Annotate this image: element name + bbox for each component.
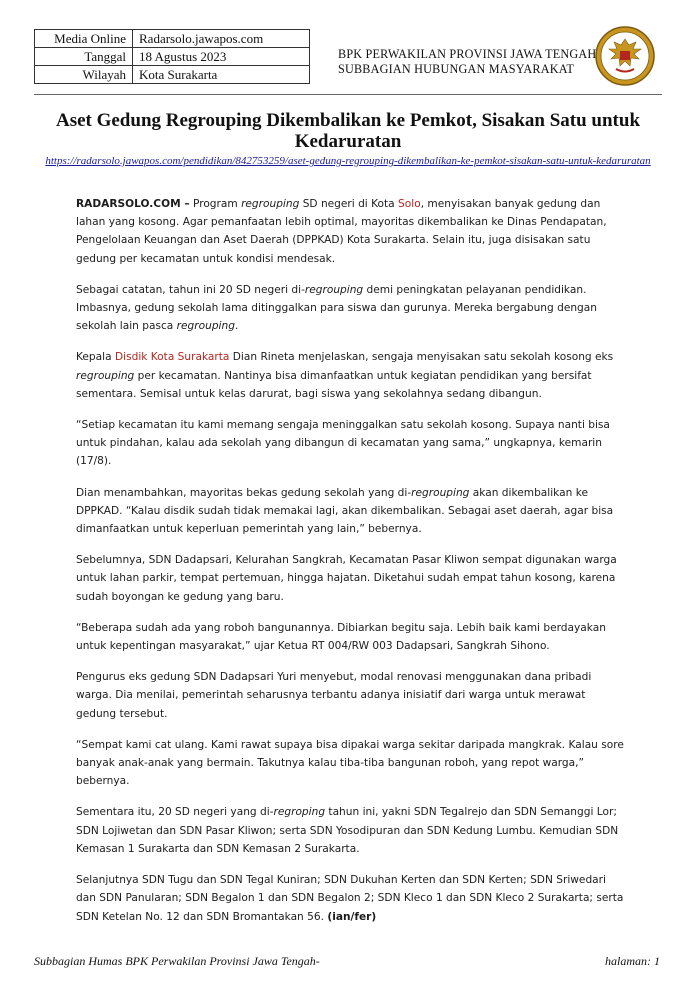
text: per kecamatan. Nantinya bisa dimanfaatkan untuk kegiatan pendidikan yang bersifat sementara. Semisal untuk kelas darurat, bagi siswa yang sekolahnya sedang dibangun.	[76, 369, 592, 400]
info-row-media	[35, 30, 310, 48]
garuda-emblem-icon	[594, 25, 656, 87]
paragraph-1	[76, 195, 624, 268]
link-disdik[interactable]: Disdik Kota Surakarta	[114, 351, 230, 364]
text: Selanjutnya SDN Tugu dan SDN Tegal Kuniran; SDN Dukuhan Kerten dan SDN Kerten; SDN Sriwedari dan SDN Panularan; SDN Begalon 1 dan SDN Begalon 2; SDN Kleco 1 dan SDN Kleco 2 Surakarta; serta SDN Ketelan No. 12 dan SDN Bromantakan 56.	[76, 874, 624, 923]
organization-name	[338, 47, 596, 77]
text: akan dikembalikan ke DPPKAD. “Kalau disdik sudah tidak memakai lagi, akan dikembalikan. Sebagai aset daerah, agar bisa dimanfaatkan untuk keperluan pemerintah yang lain,” bebernya.	[76, 486, 614, 536]
article-title: Aset Gedung Regrouping Dikembalikan ke Pemkot, Sisakan Satu untuk Kedaruratan	[55, 110, 641, 152]
italic-term: regrouping	[76, 369, 135, 382]
text: Dian menambahkan, mayoritas bekas gedung sekolah yang di-	[76, 486, 412, 499]
org-line-2: SUBBAGIAN HUBUNGAN MASYARAKAT	[338, 62, 575, 76]
dateline: RADARSOLO.COM –	[76, 198, 190, 210]
text: Program	[189, 198, 242, 210]
italic-term: regrouping	[304, 283, 364, 296]
italic-term: regroping	[273, 806, 326, 819]
info-value: 18 Agustus 2023	[133, 48, 310, 66]
info-value: Radarsolo.jawapos.com	[133, 30, 310, 48]
text: .	[234, 320, 239, 333]
paragraph-5	[76, 484, 624, 539]
paragraph-3	[76, 348, 624, 403]
paragraph-6: Sebelumnya, SDN Dadapsari, Kelurahan Sangkrah, Kecamatan Pasar Kliwon sempat digunakan warga untuk lahan parkir, tempat pertemuan, hingga hajatan. Diketahui sudah empat tahun kosong, karena sudah boyongan ke gedung yang baru.	[76, 554, 617, 603]
text: Sebagai catatan, tahun ini 20 SD negeri di-	[76, 283, 305, 296]
info-label: Tanggal	[35, 48, 133, 66]
text: Kepala	[76, 351, 115, 364]
italic-term: regrouping	[176, 320, 235, 333]
info-label: Wilayah	[35, 66, 133, 84]
paragraph-2	[76, 281, 624, 336]
italic-term: regrouping	[411, 486, 470, 499]
paragraph-11	[76, 871, 624, 926]
text: tahun ini, yakni SDN Tegalrejo dan SDN Semanggi Lor; SDN Lojiwetan dan SDN Pasar Kliwon; serta SDN Yosodipuran dan SDN Kedung Lumbu. Kemudian SDN Kemasan 1 Surakarta dan SDN Kemasan 2 Surakarta.	[76, 806, 619, 855]
text: Dian Rineta menjelaskan, sengaja menyisakan satu sekolah kosong eks	[229, 351, 614, 364]
header-divider	[34, 94, 662, 95]
text: Sementara itu, 20 SD negeri yang di-	[76, 806, 274, 819]
paragraph-4: “Setiap kecamatan itu kami memang sengaja meninggalkan satu sekolah kosong. Supaya nanti bisa untuk pindahan, kalau ada sekolah yang dibangun di kecamatan yang sama,” ungkapnya, kemarin (17/8).	[76, 419, 610, 468]
media-info-table	[34, 29, 310, 84]
info-label: Media Online	[35, 30, 133, 48]
text: , menyisakan banyak gedung dan lahan yang kosong. Agar pemanfaatan lebih optimal, mayoritas dikembalikan ke Dinas Pendapatan, Pengelolaan Keuangan dan Aset Daerah (DPPKAD) Kota Surakarta. Selain itu, juga disisakan satu gedung per kecamatan untuk kondisi mendesak.	[76, 198, 607, 265]
footer-organization: Subbagian Humas BPK Perwakilan Provinsi Jawa Tengah-	[34, 954, 320, 968]
info-value: Kota Surakarta	[133, 66, 310, 84]
org-line-1: BPK PERWAKILAN PROVINSI JAWA TENGAH	[338, 47, 597, 61]
text: demi peningkatan pelayanan pendidikan. Imbasnya, gedung sekolah lama ditinggalkan para siswa dan gurunya. Mereka bergabung dengan sekolah lain pasca	[76, 283, 597, 333]
article-body	[76, 195, 624, 939]
paragraph-10	[76, 803, 624, 858]
source-url-link[interactable]: https://radarsolo.jawapos.com/pendidikan/842753259/aset-gedung-regrouping-dikembalikan-ke-pemkot-sisakan-satu-untuk-kedaruratan	[45, 155, 651, 167]
italic-term: regrouping	[241, 198, 300, 210]
paragraph-7: “Beberapa sudah ada yang roboh bangunannya. Dibiarkan begitu saja. Lebih baik kami berdayakan untuk kepentingan masyarakat,” ujar Ketua RT 004/RW 003 Dadapsari, Sangkrah Sihono.	[76, 621, 606, 653]
text: SD negeri di Kota	[299, 198, 399, 210]
link-solo[interactable]: Solo	[398, 198, 421, 210]
byline: (ian/fer)	[327, 910, 377, 923]
paragraph-9: “Sempat kami cat ulang. Kami rawat supaya bisa dipakai warga sekitar daripada mangkrak. Kalau sore banyak anak-anak yang bermain. Takutnya kalau tiba-tiba bangunan roboh, yang repot warga,” bebernya.	[76, 738, 624, 788]
info-row-region	[35, 66, 310, 84]
info-row-date	[35, 48, 310, 66]
footer-page-number: halaman: 1	[605, 954, 660, 968]
paragraph-8: Pengurus eks gedung SDN Dadapsari Yuri menyebut, modal renovasi menggunakan dana pribadi warga. Dia menilai, pemerintah seharusnya terbantu adanya inisiatif dari warga untuk merawat gedung tersebut.	[76, 671, 592, 720]
